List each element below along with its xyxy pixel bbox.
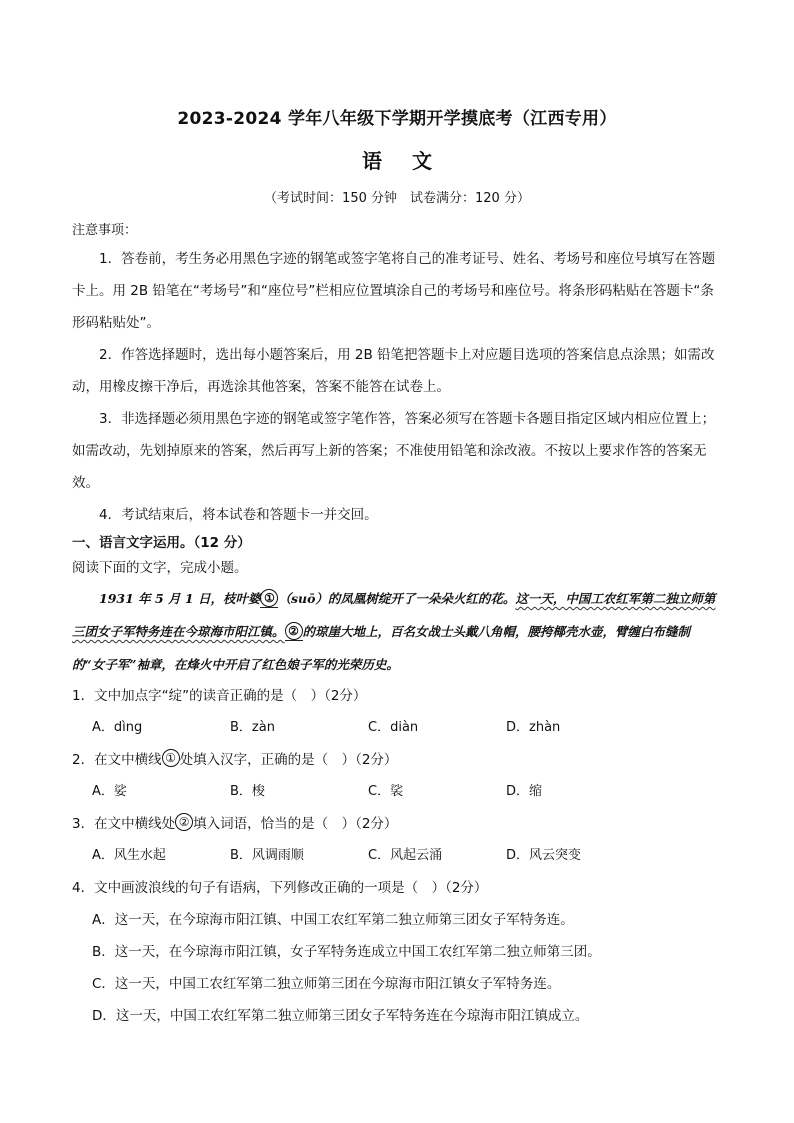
question-2-text-a: 2．在文中横线 xyxy=(72,752,162,768)
notice-item-2-text: 2．作答选择题时，选出每小题答案后，用 2B 铅笔把答题卡上对应题目选项的答案信息点涂黑；如需改动，用橡皮擦干净后，再选涂其他答案，答案不能答在试卷上。 xyxy=(72,347,715,395)
blank-1-marker: ① xyxy=(260,589,278,607)
q1-option-d[interactable]: D．zhàn xyxy=(506,720,561,735)
notice-item-1-text: 1．答卷前，考生务必用黑色字迹的钢笔或签字笔将自己的准考证号、姓名、考场号和座位号填写在答题卡上。用 2B 铅笔在“考场号”和“座位号”栏相应位置填涂自己的考场号和座位号。将条形码粘贴在答题卡“条形码粘贴处”。 xyxy=(72,251,716,331)
q4-option-a[interactable]: A．这一天，在今琼海市阳江镇、中国工农红军第二独立师第三团女子军特务连。 xyxy=(92,912,574,928)
wavy-underlined-sentence: 这一天，中国工农红军第二独立师第三团女子军特务连在今琼海市阳江镇。 xyxy=(72,591,716,639)
notice-item-3 xyxy=(72,403,722,499)
blank-2-marker: ② xyxy=(285,622,303,640)
question-3-text-b: 填入词语，恰当的是（ ）（2分） xyxy=(193,816,398,832)
question-2 xyxy=(72,748,397,769)
subject-char-1: 语 xyxy=(362,149,382,173)
q4-option-d[interactable]: D．这一天，中国工农红军第二独立师第三团女子军特务连在今琼海市阳江镇成立。 xyxy=(92,1008,589,1024)
q4-option-b[interactable]: B．这一天，在今琼海市阳江镇，女子军特务连成立中国工农红军第二独立师第三团。 xyxy=(92,944,601,960)
passage-part-3: 的琼崖大地上，百名女战士头戴八角帽，腰挎椰壳水壶，臂缠白布缝制的“女子军”袖章，在烽火中开启了红色娘子军的光荣历史。 xyxy=(72,624,691,672)
question-1-options xyxy=(92,716,732,735)
reading-passage xyxy=(72,582,722,681)
question-3-text-a: 3．在文中横线处 xyxy=(72,816,176,832)
question-3-options xyxy=(92,844,732,863)
subject-heading xyxy=(0,145,794,174)
q3-option-d[interactable]: D．风云突变 xyxy=(506,848,582,863)
passage-part-2: （suō）的凤凰树绽开了一朵朵火红的花。 xyxy=(278,591,516,606)
q2-option-d[interactable]: D．缩 xyxy=(506,784,543,799)
q1-option-b[interactable]: B．zàn xyxy=(230,720,275,735)
q2-option-b[interactable]: B．梭 xyxy=(230,784,265,799)
subject-char-2: 文 xyxy=(412,149,432,173)
notice-title: 注意事项： xyxy=(72,223,138,238)
notice-item-4 xyxy=(72,499,722,531)
blank-1 xyxy=(260,591,278,608)
exam-title: 2023-2024 学年八年级下学期开学摸底考（江西专用） xyxy=(177,109,617,129)
exam-info: （考试时间：150 分钟 试卷满分：120 分） xyxy=(264,191,530,206)
notice-item-3-text: 3．非选择题必须用黑色字迹的钢笔或签字笔作答，答案必须写在答题卡各题目指定区域内相应位置上；如需改动，先划掉原来的答案，然后再写上新的答案；不准使用铅笔和涂改液。不按以上要求作答的答案无效。 xyxy=(72,411,716,491)
q3-option-c[interactable]: C．风起云涌 xyxy=(368,848,443,863)
notice-item-4-text: 4．考试结束后，将本试卷和答题卡一并交回。 xyxy=(99,507,378,523)
question-2-text-b: 处填入汉字，正确的是（ ）（2分） xyxy=(179,752,398,768)
q1-option-c[interactable]: C．diàn xyxy=(368,720,419,735)
section-1-instruction: 阅读下面的文字，完成小题。 xyxy=(72,560,248,576)
section-1-title: 一、语言文字运用。（12 分） xyxy=(72,535,251,551)
q4-option-c[interactable]: C．这一天，中国工农红军第二独立师第三团在今琼海市阳江镇女子军特务连。 xyxy=(92,976,561,992)
q1-option-a[interactable]: A．dìng xyxy=(92,720,143,735)
question-2-options xyxy=(92,780,732,799)
q3-option-a[interactable]: A．风生水起 xyxy=(92,848,166,863)
question-3 xyxy=(72,812,397,833)
notice-item-2 xyxy=(72,339,722,403)
question-4: 4．文中画波浪线的句子有语病，下列修改正确的一项是（ ）（2分） xyxy=(72,880,488,896)
notice-item-1 xyxy=(72,243,722,339)
q2-option-c[interactable]: C．裟 xyxy=(368,784,404,799)
q2-option-a[interactable]: A．娑 xyxy=(92,784,127,799)
passage-part-1: 1931 年 5 月 1 日，枝叶婆 xyxy=(99,591,261,606)
question-3-marker: ② xyxy=(175,813,193,831)
question-1: 1．文中加点字“绽”的读音正确的是（ ）（2分） xyxy=(72,688,367,704)
question-2-marker: ① xyxy=(162,749,180,767)
blank-2 xyxy=(285,624,303,641)
q3-option-b[interactable]: B．风调雨顺 xyxy=(230,848,304,863)
